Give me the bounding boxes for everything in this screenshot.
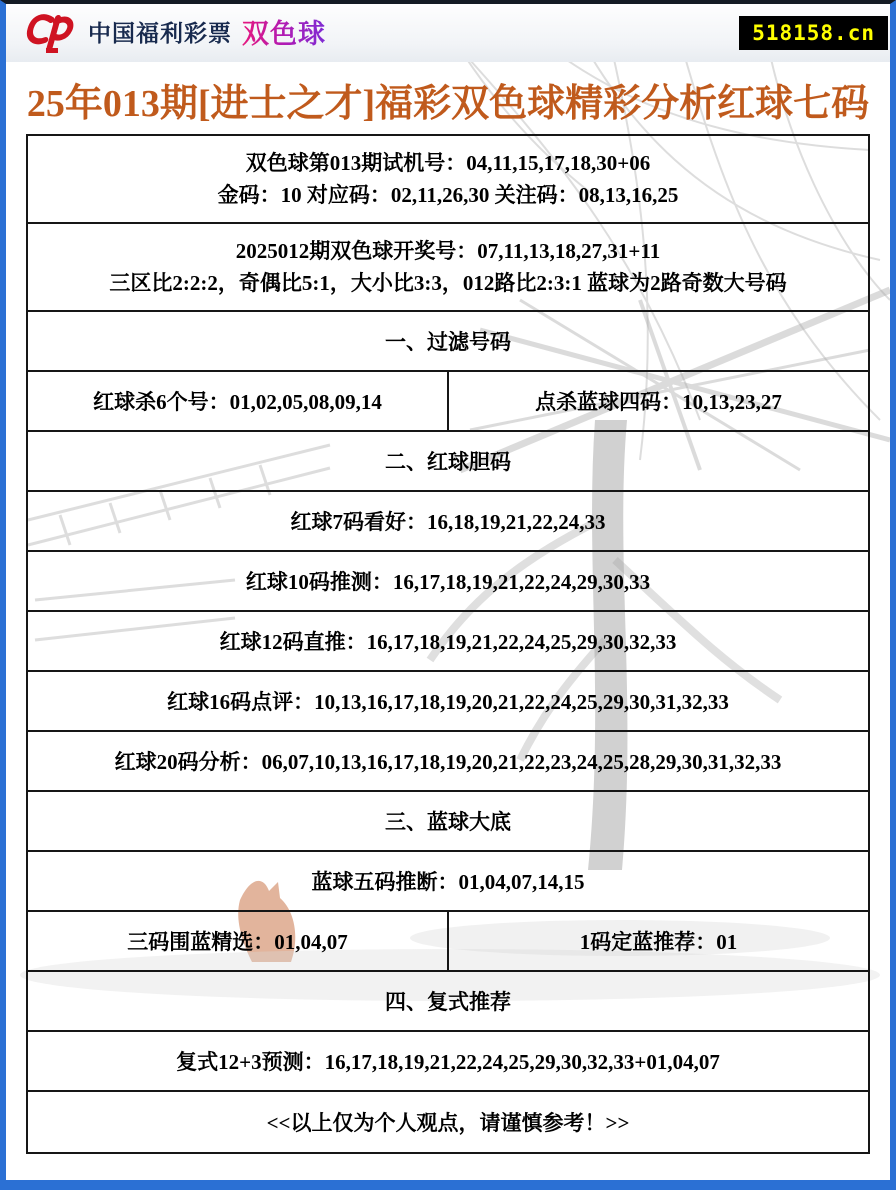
blue-kill-cell: 点杀蓝球四码：10,13,23,27 (535, 390, 782, 414)
table-row-complex-12-3: 复式12+3预测：16,17,18,19,21,22,24,25,29,30,32,33+01,04,07 (28, 1032, 868, 1092)
draw-stats-line: 三区比2:2:2，奇偶比5:1，大小比3:3，012路比2:3:1 蓝球为2路奇数大号码 (109, 271, 787, 295)
section-header-filter: 一、过滤号码 (28, 312, 868, 372)
site-url-badge: 518158.cn (739, 16, 888, 50)
table-row-red-10: 红球10码推测：16,17,18,19,21,22,24,29,30,33 (28, 552, 868, 612)
red-kill-cell: 红球杀6个号：01,02,05,08,09,14 (28, 372, 449, 430)
table-row-test-number (28, 136, 868, 224)
cwl-cp-logo-icon (26, 8, 78, 54)
table-row-red-16: 红球16码点评：10,13,16,17,18,19,20,21,22,24,25,29,30,31,32,33 (28, 672, 868, 732)
section-header-blue-pool: 三、蓝球大底 (28, 792, 868, 852)
logo-text: 中国福利彩票 (88, 19, 232, 46)
table-row-draw-result (28, 224, 868, 312)
draw-result-line: 2025012期双色球开奖号：07,11,13,18,27,31+11 (235, 239, 661, 263)
table-row-blue-picks (28, 912, 868, 972)
page-title: 25年013期[进士之才]福彩双色球精彩分析红球七码 (26, 82, 870, 125)
gold-code-line: 金码：10 对应码：02,11,26,30 关注码：08,13,16,25 (217, 183, 679, 207)
blue-3-cell: 三码围蓝精选：01,04,07 (28, 912, 449, 970)
table-row-red-12: 红球12码直推：16,17,18,19,21,22,24,25,29,30,32,33 (28, 612, 868, 672)
analysis-table (26, 134, 870, 1154)
site-header (0, 0, 896, 62)
section-header-complex: 四、复式推荐 (28, 972, 868, 1032)
table-row-kill-numbers (28, 372, 868, 432)
lottery-logo (26, 8, 326, 54)
table-row-disclaimer: <<以上仅为个人观点，请谨慎参考！>> (266, 1111, 630, 1135)
table-row-blue-5: 蓝球五码推断：01,04,07,14,15 (28, 852, 868, 912)
table-row-red-20: 红球20码分析：06,07,10,13,16,17,18,19,20,21,22,23,24,25,28,29,30,31,32,33 (28, 732, 868, 792)
blue-1-cell: 1码定蓝推荐：01 (579, 930, 738, 954)
section-header-red-dan: 二、红球胆码 (28, 432, 868, 492)
test-number-line: 双色球第013期试机号：04,11,15,17,18,30+06 (245, 151, 651, 175)
logo-brand-text: 双色球 (242, 12, 326, 51)
table-row-red-7: 红球7码看好：16,18,19,21,22,24,33 (28, 492, 868, 552)
